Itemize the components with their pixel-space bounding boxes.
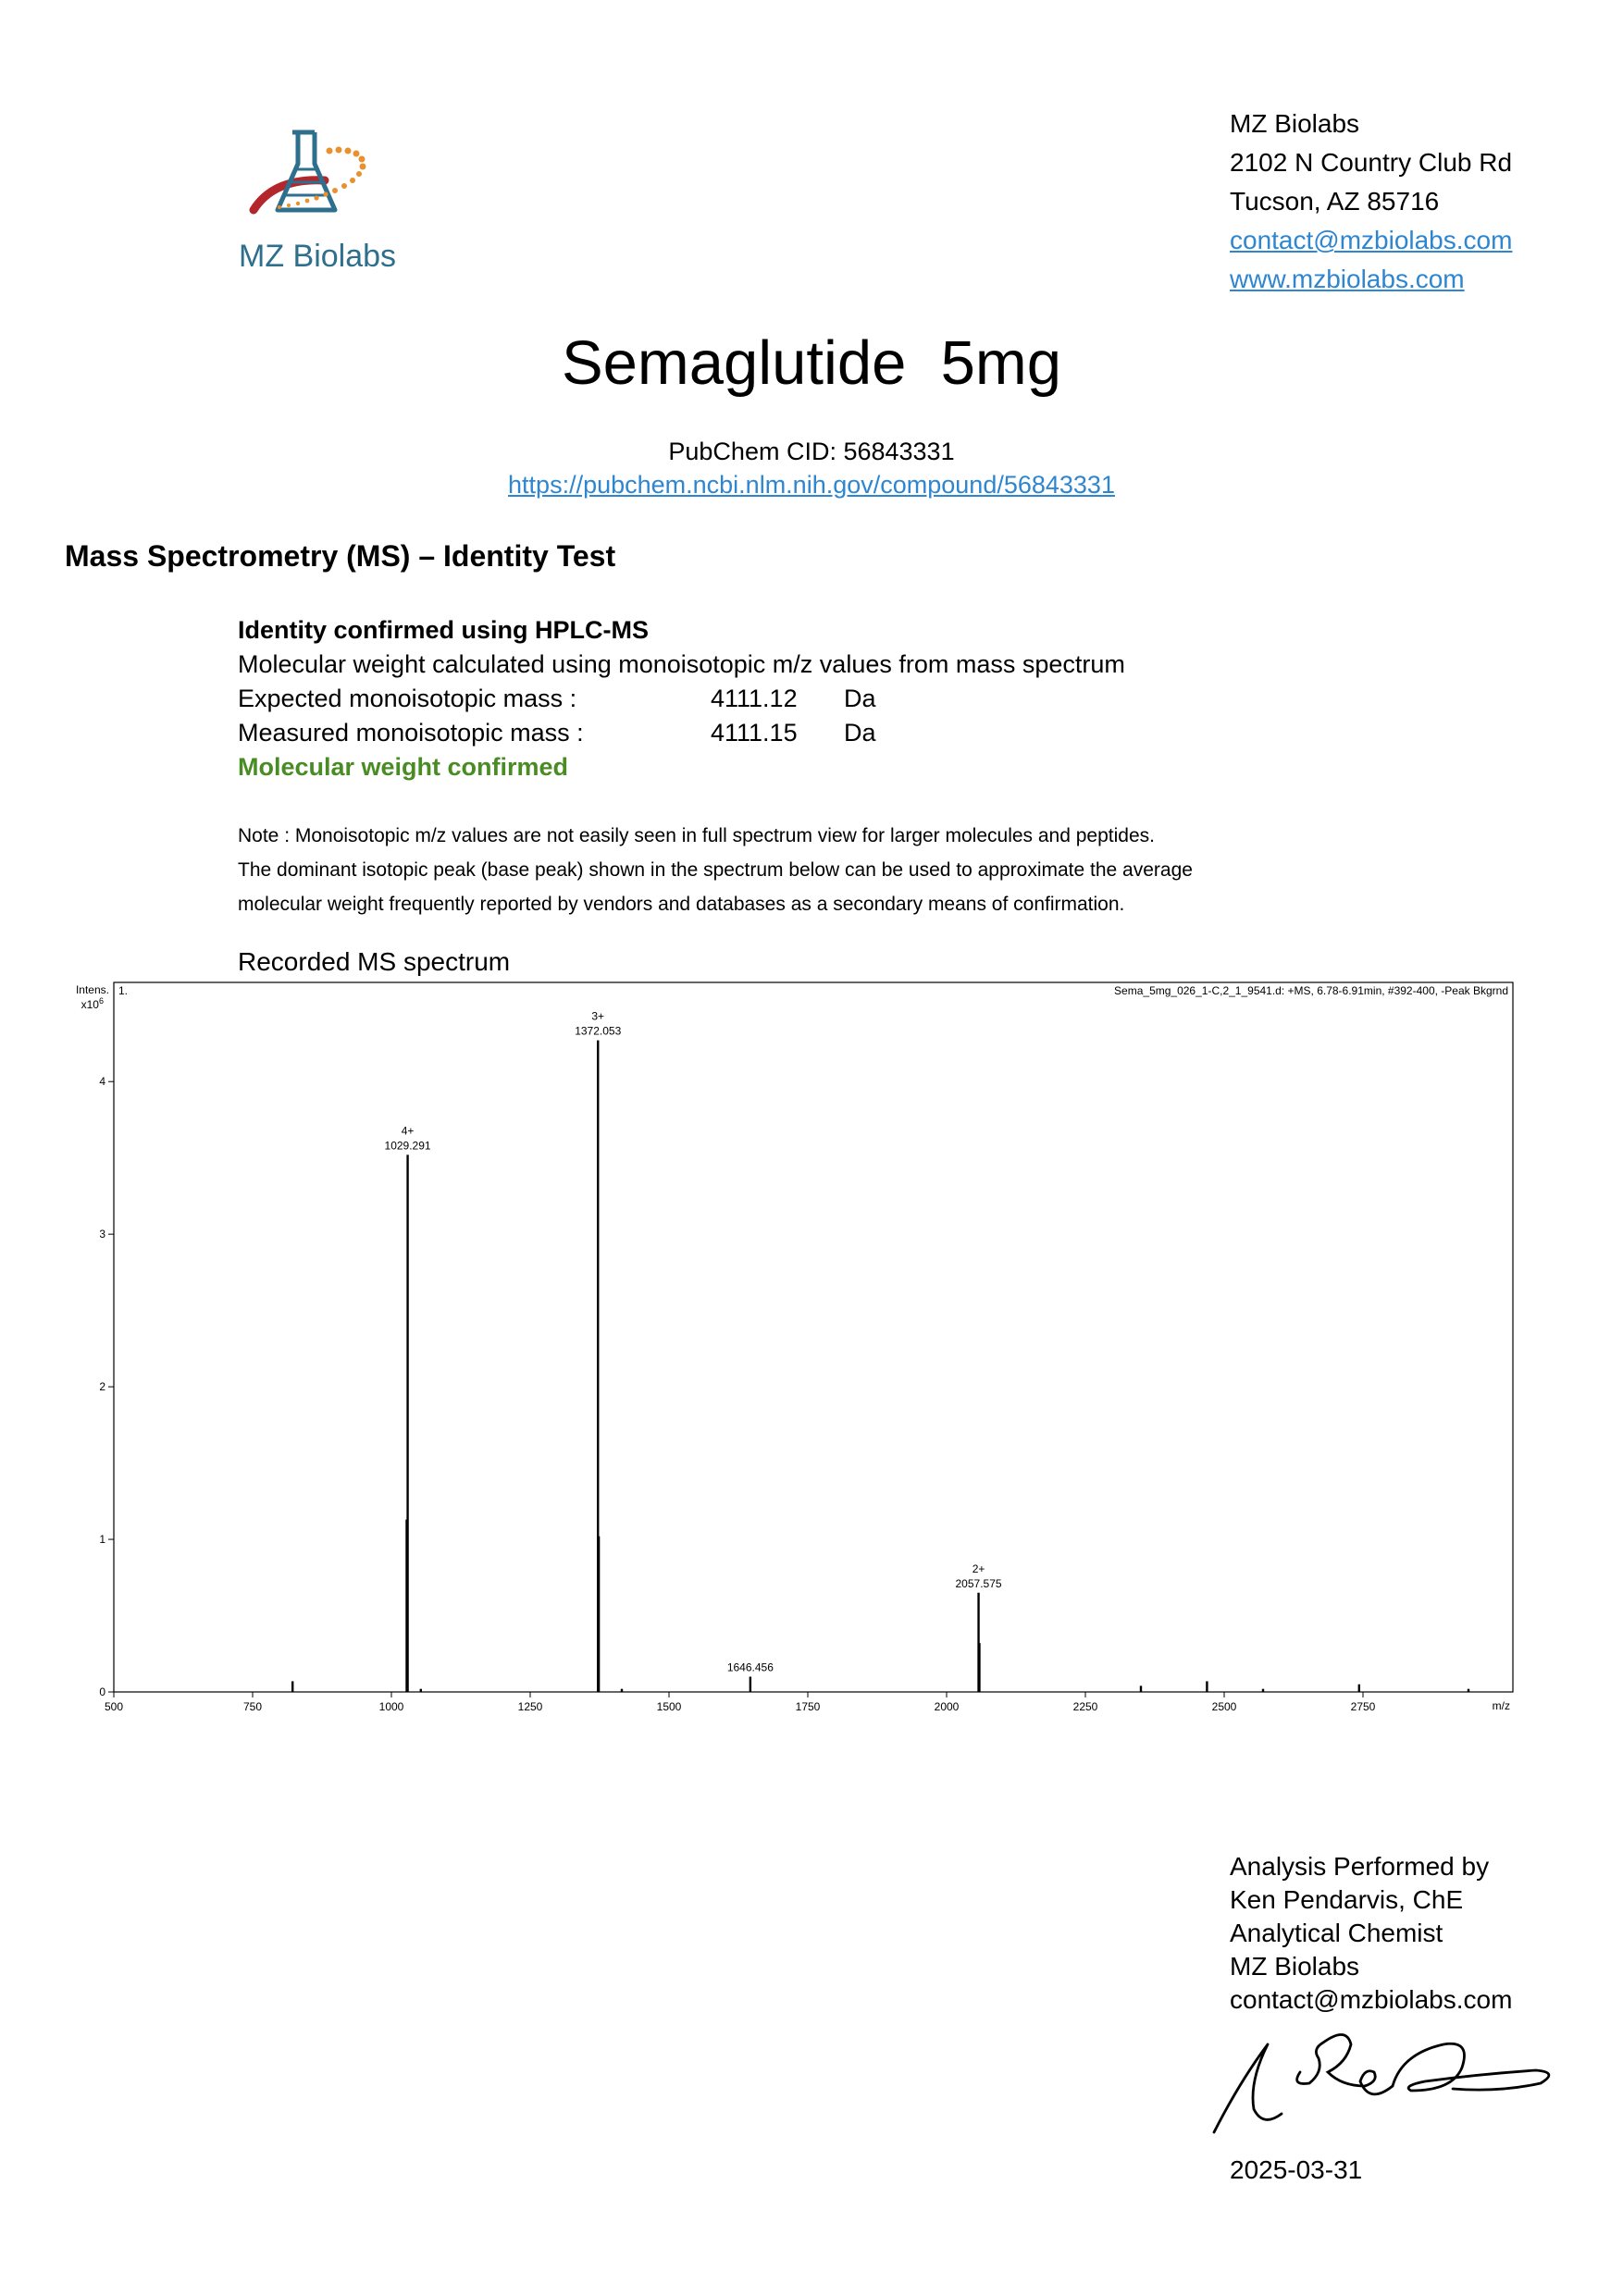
address-line: MZ Biolabs (1230, 109, 1360, 138)
peak-mz-label: 1029.291 (384, 1139, 431, 1153)
expected-mass-row (238, 682, 1125, 716)
spectrum-header: Sema_5mg_026_1-C,2_1_9541.d: +MS, 6.78-6.91min, #392-400, -Peak Bkgrnd (1114, 984, 1508, 997)
x-axis-unit: m/z (1492, 1699, 1510, 1712)
x-tick-label: 2500 (1211, 1700, 1237, 1713)
handwritten-signature (1203, 2017, 1573, 2137)
x-tick-label: 1000 (378, 1700, 404, 1713)
pubchem-link[interactable]: https://pubchem.ncbi.nlm.nih.gov/compound/56843331 (508, 471, 1115, 499)
section-heading: Mass Spectrometry (MS) – Identity Test (65, 539, 616, 573)
peak-mz-label: 1372.053 (575, 1024, 622, 1038)
expected-mass-label: Expected monoisotopic mass : (238, 685, 577, 712)
performed-by-label: Analysis Performed by (1230, 1852, 1490, 1881)
peak-mz-label: 2057.575 (955, 1576, 1002, 1590)
x-tick-label: 2000 (934, 1700, 960, 1713)
document-title: Semaglutide 5mg (561, 328, 1062, 398)
pubchem-cid: PubChem CID: 56843331 (668, 438, 955, 465)
ms-spectrum-chart (56, 979, 1536, 1719)
y-tick-label: 3 (99, 1228, 105, 1241)
y-scale-base: x10 (81, 998, 99, 1011)
analyst-role: Analytical Chemist (1230, 1919, 1443, 1947)
measured-mass-row (238, 716, 1125, 750)
x-tick-label: 500 (104, 1700, 124, 1713)
panel-number: 1. (118, 984, 129, 997)
expected-mass-value: 4111.12 (711, 685, 798, 712)
y-scale-exponent: 6 (98, 996, 104, 1006)
analyst-email: contact@mzbiolabs.com (1230, 1985, 1513, 2014)
address-line: 2102 N Country Club Rd (1230, 148, 1513, 177)
y-tick-label: 4 (99, 1075, 105, 1089)
expected-mass-unit: Da (844, 685, 876, 712)
y-tick-label: 1 (99, 1533, 105, 1547)
plot-frame (114, 982, 1513, 1692)
measured-mass-label: Measured monoisotopic mass : (238, 719, 584, 747)
company-address (1230, 105, 1512, 299)
spectrum-label: Recorded MS spectrum (238, 947, 511, 976)
y-tick-label: 0 (99, 1685, 105, 1698)
x-tick-label: 1250 (517, 1700, 543, 1713)
identity-block (238, 613, 1125, 784)
peak-charge-label: 4+ (401, 1124, 415, 1138)
y-scale-label (81, 996, 104, 1011)
note-line: The dominant isotopic peak (base peak) shown in the spectrum below can be used to approximate the average (238, 859, 1193, 881)
x-tick-label: 1750 (795, 1700, 821, 1713)
analyst-company: MZ Biolabs (1230, 1952, 1360, 1981)
analysis-block (1230, 1850, 1512, 2017)
address-line: Tucson, AZ 85716 (1230, 187, 1440, 216)
identity-heading: Identity confirmed using HPLC-MS (238, 616, 650, 644)
logo-text: MZ Biolabs (239, 239, 397, 274)
identity-method: Molecular weight calculated using monoisotopic m/z values from mass spectrum (238, 650, 1125, 678)
email-link[interactable]: contact@mzbiolabs.com (1230, 226, 1513, 254)
x-tick-label: 750 (242, 1700, 263, 1713)
x-tick-label: 2250 (1072, 1700, 1098, 1713)
website-link[interactable]: www.mzbiolabs.com (1230, 265, 1465, 293)
measured-mass-unit: Da (844, 719, 876, 747)
result-confirmed: Molecular weight confirmed (238, 753, 569, 781)
note-line: molecular weight frequently reported by vendors and databases as a secondary means of confirmation. (238, 894, 1125, 915)
x-tick-label: 2750 (1350, 1700, 1376, 1713)
y-tick-label: 2 (99, 1380, 105, 1394)
peak-charge-label: 3+ (591, 1009, 605, 1023)
y-axis-label: Intens. (75, 983, 109, 996)
x-tick-label: 1500 (656, 1700, 682, 1713)
peak-charge-label: 2+ (972, 1562, 985, 1575)
measured-mass-value: 4111.15 (711, 719, 798, 747)
analyst-name: Ken Pendarvis, ChE (1230, 1885, 1464, 1914)
signature-date: 2025-03-31 (1230, 2155, 1363, 2184)
note-line: Note : Monoisotopic m/z values are not easily seen in full spectrum view for larger molecules and peptides. (238, 825, 1155, 846)
peak-mz-label: 1646.456 (726, 1660, 774, 1674)
note-block (238, 819, 1193, 921)
